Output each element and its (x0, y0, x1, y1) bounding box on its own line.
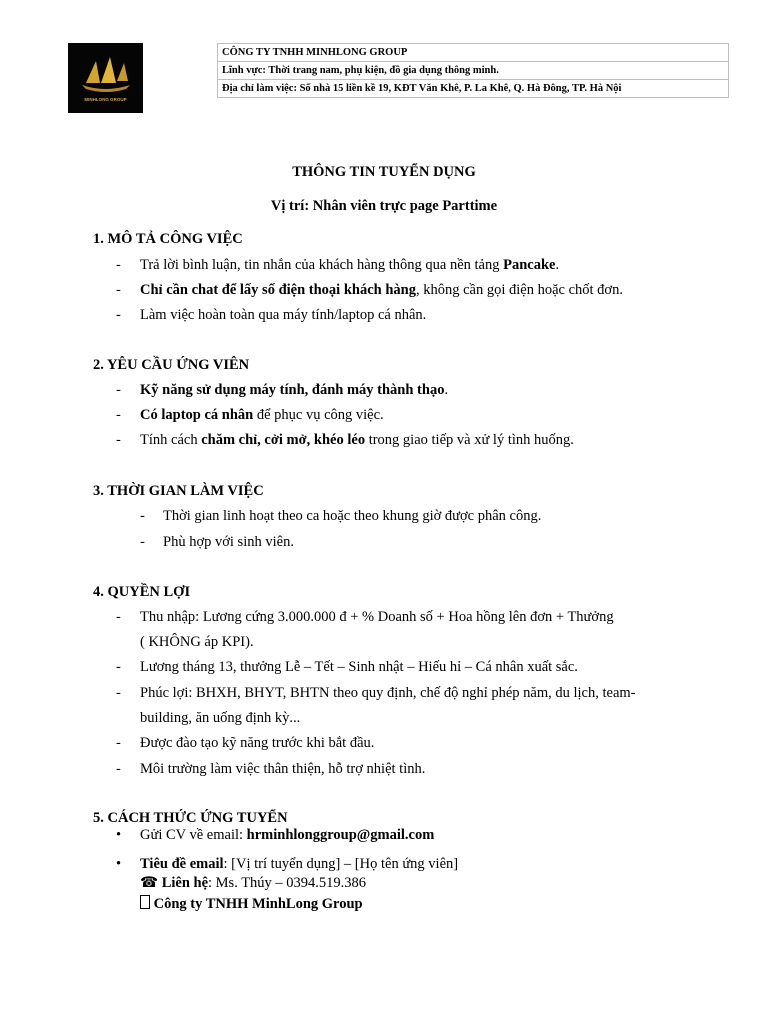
dash-marker: - (116, 685, 121, 701)
list-item: Làm việc hoàn toàn qua máy tính/laptop cá nhân. (140, 307, 427, 323)
dash-marker: - (116, 307, 121, 323)
list-item: Thời gian linh hoạt theo ca hoặc theo khung giờ được phân công. (163, 508, 542, 524)
section-heading-benefits: 4. QUYỀN LỢI (93, 584, 191, 600)
logo-ship-icon (68, 43, 143, 113)
list-item: Gửi CV về email: hrminhlonggroup@gmail.com (140, 827, 435, 843)
list-item: Được đào tạo kỹ năng trước khi bắt đầu. (140, 735, 375, 751)
dash-marker: - (116, 735, 121, 751)
list-item: Chỉ cần chat để lấy số điện thoại khách hàng, không cần gọi điện hoặc chốt đơn. (140, 282, 623, 298)
svg-text:MINHLONG GROUP: MINHLONG GROUP (84, 97, 127, 102)
list-item-continuation: ( KHÔNG áp KPI). (140, 634, 254, 650)
dash-marker: - (116, 609, 121, 625)
section-heading-job-description: 1. MÔ TẢ CÔNG VIỆC (93, 231, 243, 247)
job-position: Vị trí: Nhân viên trực page Parttime (270, 198, 498, 214)
list-item: Có laptop cá nhân để phục vụ công việc. (140, 407, 384, 423)
company-info-table (217, 43, 729, 98)
list-item: Môi trường làm việc thân thiện, hỗ trợ nhiệt tình. (140, 761, 426, 777)
contact-line: ☎ Liên hệ: Ms. Thúy – 0394.519.386 (140, 875, 367, 891)
section-heading-requirements: 2. YÊU CẦU ỨNG VIÊN (93, 357, 250, 373)
list-item: Thu nhập: Lương cứng 3.000.000 đ + % Doanh số + Hoa hồng lên đơn + Thưởng (140, 609, 614, 625)
list-item: Phúc lợi: BHXH, BHYT, BHTN theo quy định, chế độ nghỉ phép năm, du lịch, team- (140, 685, 636, 701)
email-link[interactable]: hrminhlonggroup@gmail.com (246, 827, 435, 843)
dash-marker: - (140, 534, 145, 550)
list-item: Phù hợp với sinh viên. (163, 534, 294, 550)
list-item-continuation: building, ăn uống định kỳ... (140, 710, 301, 726)
company-name: CÔNG TY TNHH MINHLONG GROUP (218, 44, 729, 62)
phone-icon: ☎ (140, 875, 159, 891)
dash-marker: - (116, 282, 121, 298)
bullet-marker: • (116, 856, 122, 872)
list-item: Lương tháng 13, thưởng Lễ – Tết – Sinh nhật – Hiếu hỉ – Cá nhân xuất sắc. (140, 659, 578, 675)
missing-glyph-icon (140, 895, 150, 909)
page-title: THÔNG TIN TUYỂN DỤNG (292, 164, 476, 180)
list-item: Trả lời bình luận, tin nhắn của khách hàng thông qua nền tảng Pancake. (140, 257, 560, 273)
business-field: Lĩnh vực: Thời trang nam, phụ kiện, đồ gia dụng thông minh. (218, 62, 729, 80)
dash-marker: - (116, 257, 121, 273)
section-heading-how-to-apply: 5. CÁCH THỨC ỨNG TUYỂN (93, 810, 288, 826)
dash-marker: - (116, 761, 121, 777)
dash-marker: - (116, 659, 121, 675)
section-heading-working-time: 3. THỜI GIAN LÀM VIỆC (93, 483, 264, 499)
company-line: Công ty TNHH MinhLong Group (140, 895, 363, 913)
bullet-marker: • (116, 827, 122, 843)
list-item: Kỹ năng sử dụng máy tính, đánh máy thành thạo. (140, 382, 449, 398)
dash-marker: - (116, 432, 121, 448)
dash-marker: - (116, 407, 121, 423)
dash-marker: - (140, 508, 145, 524)
list-item: Tiêu đề email: [Vị trí tuyển dụng] – [Họ tên ứng viên] (140, 856, 459, 872)
list-item: Tính cách chăm chỉ, cởi mở, khéo léo trong giao tiếp và xử lý tình huống. (140, 432, 574, 448)
work-address: Địa chỉ làm việc: Số nhà 15 liền kề 19, KĐT Văn Khê, P. La Khê, Q. Hà Đông, TP. Hà Nội (218, 80, 729, 98)
company-logo (68, 43, 143, 113)
dash-marker: - (116, 382, 121, 398)
